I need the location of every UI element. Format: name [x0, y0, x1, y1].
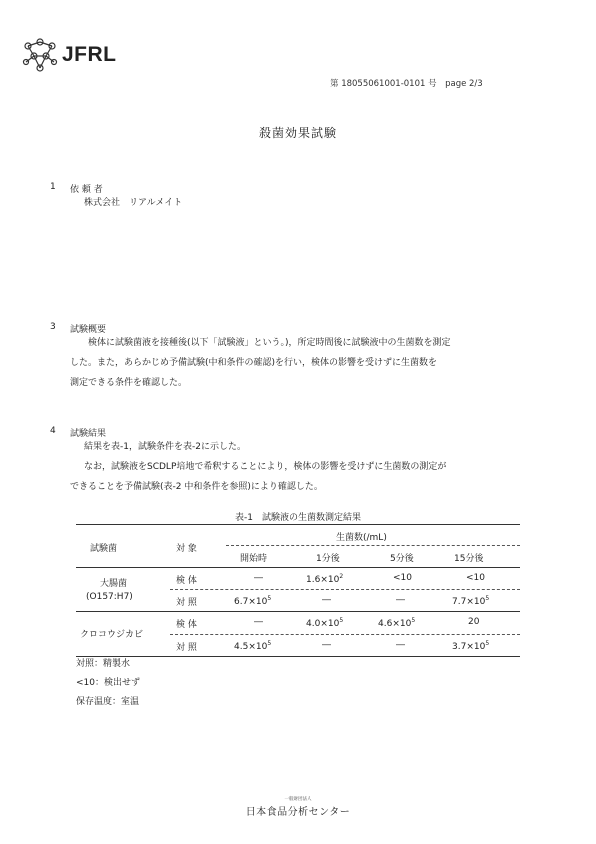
table-cell: ―	[322, 595, 331, 605]
table-header-time-1: 1分後	[316, 554, 340, 564]
table-subheader-dash	[226, 545, 520, 546]
exponent: 5	[485, 595, 490, 602]
table-header-target: 対 象	[176, 544, 197, 554]
table-cell: $4.6\times 10^5$	[378, 617, 416, 629]
table-header-time-2: 5分後	[390, 554, 414, 564]
section-4-body-line-3: できることを予備試験(表-2 中和条件を参照)により確認した。	[70, 482, 323, 492]
table-group-2-name: クロコウジカビ	[80, 630, 144, 640]
note-item: <10：検出せず	[76, 678, 140, 688]
table-cell: ―	[396, 595, 405, 605]
table-header-count: 生菌数(/mL)	[336, 533, 387, 543]
note-item: 対照：精製水	[76, 659, 131, 669]
table-notes	[76, 655, 140, 712]
table-cell: ―	[322, 640, 331, 650]
table-cell: $6.7\times 10^5$	[234, 595, 272, 607]
table-row-dash-2	[170, 634, 520, 635]
table-cell: $1.6\times 10^2$	[306, 573, 344, 585]
section-1-body: 株式会社 リアルメイト	[84, 198, 183, 208]
exponent: 5	[339, 617, 344, 624]
table-cell: ―	[396, 640, 405, 650]
table-header-time-3: 15分後	[454, 554, 484, 564]
table-cell: $4.5\times 10^5$	[234, 640, 272, 652]
table-cell: <10	[466, 573, 485, 583]
table-group-rule	[76, 611, 520, 612]
table-row-target: 検 体	[176, 620, 197, 630]
table-row-dash-1	[170, 589, 520, 590]
table-cell: $4.0\times 10^5$	[306, 617, 344, 629]
table-row-target: 対 照	[176, 598, 197, 608]
table-row-target: 対 照	[176, 643, 197, 653]
jfrl-logo-mark-icon	[20, 36, 64, 76]
table-bottom-rule	[76, 656, 520, 657]
exponent: 5	[411, 617, 416, 624]
note-item: 保存温度：室温	[76, 697, 140, 707]
document-number: 第 18055061001-0101 号 page 2/3	[330, 79, 483, 89]
table-cell: $7.7\times 10^5$	[452, 595, 490, 607]
table-top-rule	[76, 524, 520, 525]
section-1-number: 1	[50, 182, 56, 192]
section-3-heading: 試験概要	[70, 325, 107, 335]
section-4-heading: 試験結果	[70, 429, 107, 439]
footer-org-name: 日本食品分析センター	[245, 807, 351, 818]
exponent: 2	[339, 573, 344, 580]
exponent: 5	[267, 595, 272, 602]
table-cell: $3.7\times 10^5$	[452, 640, 490, 652]
section-3-number: 3	[50, 322, 56, 332]
table-cell: ―	[254, 573, 263, 583]
table-cell: ―	[254, 617, 263, 627]
section-3-body-line-3: 測定できる条件を確認した。	[70, 378, 188, 388]
table-caption: 表-1 試験液の生菌数測定結果	[235, 513, 361, 523]
section-4-body-line-2: なお，試験液をSCDLP培地で希釈することにより，検体の影響を受けずに生菌数の測定が	[84, 462, 447, 472]
footer-org-type: 一般財団法人	[284, 797, 312, 802]
table-cell: 20	[468, 617, 480, 627]
exponent: 5	[485, 640, 490, 647]
table-cell: <10	[393, 573, 412, 583]
section-3-body-line-1: 検体に試験菌液を接種後(以下「試験液」という。)，所定時間後に試験液中の生菌数を測定	[88, 338, 451, 348]
page-title: 殺菌効果試験	[258, 126, 337, 140]
section-4-body-line-1: 結果を表-1，試験条件を表-2に示した。	[84, 442, 246, 452]
table-header-bacteria: 試験菌	[90, 544, 118, 554]
table-group-1-name: 大腸菌	[100, 579, 128, 589]
table-header-time-0: 開始時	[240, 554, 268, 564]
table-header-rule	[76, 567, 520, 568]
table-group-1-strain: (O157:H7)	[86, 592, 133, 602]
logo-text: JFRL	[62, 43, 117, 66]
section-4-number: 4	[50, 426, 56, 436]
table-row-target: 検 体	[176, 576, 197, 586]
section-3-body-line-2: した。また，あらかじめ予備試験(中和条件の確認)を行い，検体の影響を受けずに生菌数を	[70, 358, 438, 368]
section-1-heading: 依 頼 者	[70, 185, 103, 195]
exponent: 5	[267, 640, 272, 647]
